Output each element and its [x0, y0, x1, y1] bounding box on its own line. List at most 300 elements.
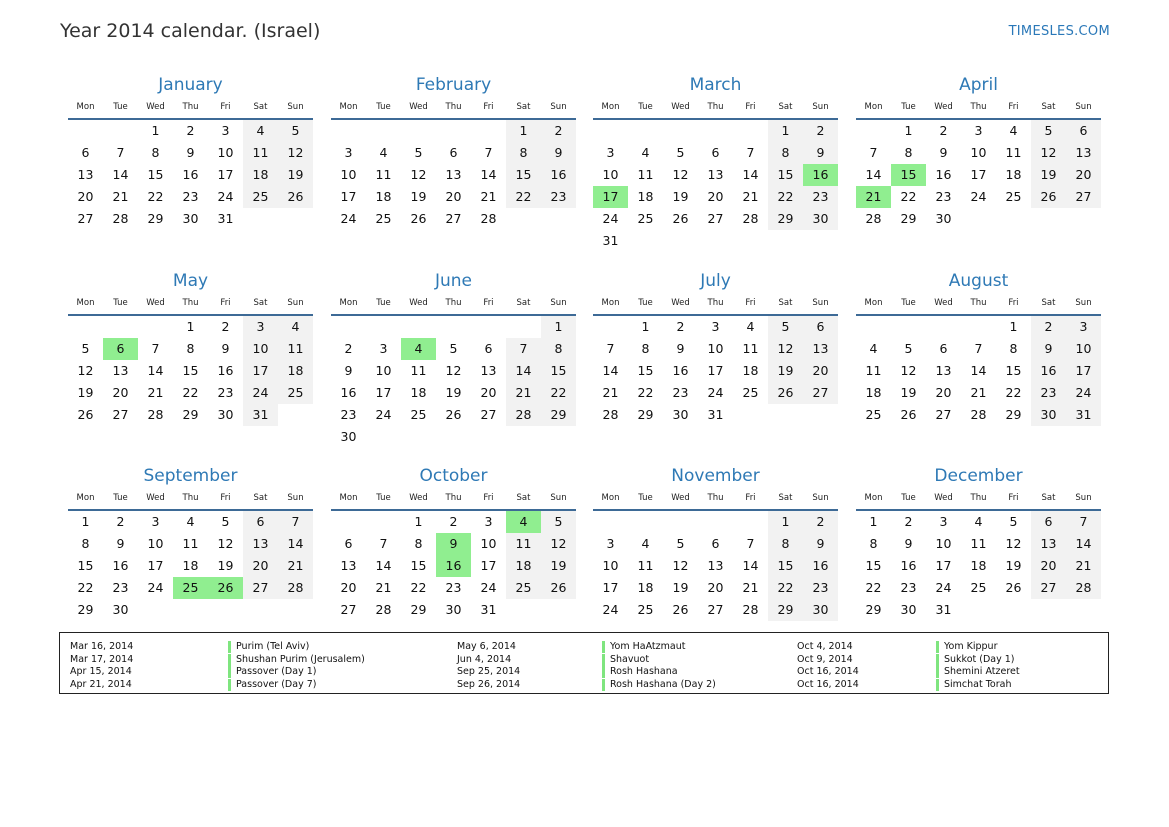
calendar-day: 1	[186, 319, 195, 334]
calendar-day: 3	[606, 145, 615, 160]
month-name: January	[158, 75, 223, 95]
weekday-label: Wed	[934, 102, 953, 112]
holiday-day: 6	[103, 338, 138, 360]
calendar-day: 21	[970, 385, 987, 400]
holiday-date: Apr 15, 2014	[70, 666, 132, 677]
calendar-day: 12	[410, 167, 427, 182]
calendar-day: 23	[340, 407, 357, 422]
calendar-day: 19	[672, 580, 689, 595]
weekday-label: Sat	[253, 298, 268, 308]
calendar-day: 27	[707, 211, 724, 226]
month-july	[593, 269, 838, 426]
calendar-day: 16	[112, 558, 129, 573]
empty-cell	[436, 120, 471, 142]
empty-cell	[471, 120, 506, 142]
weekday-label: Sun	[287, 493, 304, 503]
weekday-header	[68, 99, 313, 115]
calendar-day: 4	[746, 319, 755, 334]
calendar-day: 20	[480, 385, 497, 400]
calendar-day: 12	[672, 558, 689, 573]
calendar-day: 11	[637, 167, 654, 182]
month-name: February	[415, 75, 492, 95]
calendar-day: 17	[375, 385, 392, 400]
calendar-day: 21	[506, 382, 541, 404]
calendar-day: 18	[865, 385, 882, 400]
calendar-day: 22	[865, 580, 882, 595]
calendar-day: 20	[1031, 555, 1066, 577]
calendar-day: 8	[1009, 341, 1018, 356]
calendar-day: 5	[414, 145, 423, 160]
calendar-day: 4	[186, 514, 195, 529]
calendar-day: 22	[541, 382, 576, 404]
calendar-day: 28	[1066, 577, 1101, 599]
weekday-label: Fri	[220, 493, 231, 503]
day-grid	[856, 120, 1101, 230]
holiday-name: Shemini Atzeret	[936, 666, 1020, 678]
month-name: December	[934, 466, 1023, 486]
calendar-day: 22	[1005, 385, 1022, 400]
month-name: November	[671, 466, 760, 486]
holiday-date: Sep 25, 2014	[457, 666, 521, 677]
calendar-day: 11	[278, 338, 313, 360]
calendar-day: 23	[541, 186, 576, 208]
empty-cell	[891, 316, 926, 338]
calendar-day: 26	[768, 382, 803, 404]
calendar-day: 19	[410, 189, 427, 204]
holiday-day: 25	[173, 577, 208, 599]
calendar-day: 14	[375, 558, 392, 573]
calendar-day: 23	[217, 385, 234, 400]
weekday-label: Mon	[339, 493, 358, 503]
calendar-day: 30	[445, 602, 462, 617]
calendar-day: 2	[449, 514, 458, 529]
month-name: August	[948, 271, 1009, 291]
calendar-day: 28	[742, 211, 759, 226]
calendar-day: 10	[147, 536, 164, 551]
calendar-day: 8	[904, 145, 913, 160]
calendar-day: 17	[1066, 360, 1101, 382]
holiday-date: Jun 4, 2014	[457, 653, 512, 665]
weekday-label: Thu	[970, 298, 987, 308]
calendar-day: 25	[637, 602, 654, 617]
calendar-day: 25	[243, 186, 278, 208]
calendar-day: 31	[243, 404, 278, 426]
weekday-header	[331, 99, 576, 115]
empty-cell	[436, 316, 471, 338]
weekday-label: Fri	[745, 493, 756, 503]
calendar-day: 20	[707, 580, 724, 595]
calendar-day: 22	[506, 186, 541, 208]
calendar-day: 16	[1031, 360, 1066, 382]
weekday-label: Mon	[76, 102, 95, 112]
empty-cell	[331, 316, 366, 338]
calendar-day: 19	[768, 360, 803, 382]
weekday-label: Wed	[934, 298, 953, 308]
calendar-day: 23	[900, 580, 917, 595]
calendar-day: 1	[641, 319, 650, 334]
holiday-name: Yom HaAtzmaut	[602, 641, 685, 653]
calendar-day: 16	[803, 555, 838, 577]
calendar-day: 24	[602, 602, 619, 617]
calendar-day: 3	[151, 514, 160, 529]
calendar-day: 10	[375, 363, 392, 378]
empty-cell	[366, 511, 401, 533]
holiday-day: 16	[803, 164, 838, 186]
empty-cell	[733, 120, 768, 142]
calendar-day: 19	[1031, 164, 1066, 186]
calendar-day: 15	[865, 558, 882, 573]
weekday-header	[856, 99, 1101, 115]
calendar-day: 14	[602, 363, 619, 378]
calendar-day: 15	[410, 558, 427, 573]
calendar-day: 9	[803, 533, 838, 555]
empty-cell	[663, 120, 698, 142]
weekday-label: Thu	[445, 493, 462, 503]
weekday-label: Tue	[376, 102, 391, 112]
calendar-day: 24	[970, 189, 987, 204]
calendar-day: 26	[672, 602, 689, 617]
empty-cell	[506, 316, 541, 338]
calendar-day: 5	[221, 514, 230, 529]
calendar-day: 12	[1005, 536, 1022, 551]
calendar-day: 19	[541, 555, 576, 577]
month-name: April	[959, 75, 998, 95]
weekday-label: Sun	[812, 298, 829, 308]
weekday-label: Sat	[1041, 102, 1056, 112]
empty-cell	[593, 120, 628, 142]
weekday-label: Mon	[601, 493, 620, 503]
calendar-day: 16	[340, 385, 357, 400]
calendar-day: 23	[112, 580, 129, 595]
month-name: March	[689, 75, 742, 95]
calendar-day: 10	[480, 536, 497, 551]
calendar-day: 25	[410, 407, 427, 422]
holiday-date: Mar 17, 2014	[70, 653, 134, 665]
calendar-day: 29	[541, 404, 576, 426]
calendar-day: 11	[637, 558, 654, 573]
calendar-day: 25	[865, 407, 882, 422]
weekday-label: Tue	[638, 493, 653, 503]
calendar-day: 12	[1031, 142, 1066, 164]
calendar-day: 30	[340, 429, 357, 444]
weekday-label: Fri	[1008, 493, 1019, 503]
calendar-day: 10	[217, 145, 234, 160]
calendar-day: 18	[970, 558, 987, 573]
calendar-day: 11	[243, 142, 278, 164]
weekday-label: Thu	[707, 102, 724, 112]
calendar-day: 2	[541, 120, 576, 142]
calendar-day: 3	[221, 123, 230, 138]
calendar-day: 7	[606, 341, 615, 356]
calendar-day: 21	[375, 580, 392, 595]
calendar-day: 14	[742, 167, 759, 182]
weekday-label: Sat	[516, 298, 531, 308]
day-grid	[593, 511, 838, 621]
calendar-day: 6	[1031, 511, 1066, 533]
calendar-day: 6	[711, 145, 720, 160]
calendar-day: 14	[506, 360, 541, 382]
weekday-label: Thu	[182, 493, 199, 503]
calendar-day: 3	[606, 536, 615, 551]
calendar-day: 22	[900, 189, 917, 204]
calendar-day: 18	[742, 363, 759, 378]
calendar-day: 9	[344, 363, 353, 378]
calendar-day: 17	[707, 363, 724, 378]
calendar-day: 12	[541, 533, 576, 555]
day-grid	[331, 316, 576, 448]
empty-cell	[138, 316, 173, 338]
calendar-day: 5	[449, 341, 458, 356]
weekday-label: Mon	[864, 493, 883, 503]
weekday-label: Fri	[483, 493, 494, 503]
calendar-day: 15	[768, 164, 803, 186]
calendar-day: 3	[711, 319, 720, 334]
calendar-day: 1	[768, 511, 803, 533]
weekday-header	[68, 295, 313, 311]
calendar-day: 28	[375, 602, 392, 617]
month-october	[331, 464, 576, 621]
calendar-day: 7	[484, 145, 493, 160]
calendar-day: 28	[278, 577, 313, 599]
calendar-day: 28	[865, 211, 882, 226]
calendar-day: 19	[445, 385, 462, 400]
calendar-day: 3	[344, 145, 353, 160]
calendar-day: 14	[742, 558, 759, 573]
calendar-day: 1	[1009, 319, 1018, 334]
weekday-label: Sat	[1041, 493, 1056, 503]
calendar-day: 20	[803, 360, 838, 382]
calendar-day: 8	[768, 142, 803, 164]
calendar-day: 30	[935, 211, 952, 226]
holiday-day: 17	[593, 186, 628, 208]
empty-cell	[698, 120, 733, 142]
calendar-day: 3	[484, 514, 493, 529]
calendar-day: 30	[182, 211, 199, 226]
calendar-day: 20	[77, 189, 94, 204]
day-grid	[331, 511, 576, 621]
weekday-label: Thu	[970, 102, 987, 112]
calendar-day: 27	[935, 407, 952, 422]
calendar-day: 30	[672, 407, 689, 422]
empty-cell	[103, 316, 138, 338]
calendar-day: 22	[182, 385, 199, 400]
weekday-label: Wed	[409, 102, 428, 112]
calendar-day: 23	[182, 189, 199, 204]
calendar-day: 17	[340, 189, 357, 204]
weekday-label: Fri	[483, 298, 494, 308]
calendar-day: 18	[1005, 167, 1022, 182]
calendar-day: 9	[186, 145, 195, 160]
calendar-day: 15	[637, 363, 654, 378]
calendar-day: 24	[1066, 382, 1101, 404]
calendar-day: 6	[484, 341, 493, 356]
calendar-day: 27	[480, 407, 497, 422]
weekday-label: Tue	[901, 102, 916, 112]
calendar-day: 12	[445, 363, 462, 378]
calendar-day: 29	[77, 602, 94, 617]
calendar-day: 5	[541, 511, 576, 533]
calendar-day: 16	[217, 363, 234, 378]
calendar-day: 13	[112, 363, 129, 378]
day-grid	[68, 511, 313, 621]
calendar-day: 23	[803, 577, 838, 599]
calendar-day: 5	[278, 120, 313, 142]
calendar-day: 15	[541, 360, 576, 382]
calendar-day: 28	[506, 404, 541, 426]
calendar-day: 17	[602, 580, 619, 595]
calendar-day: 19	[1005, 558, 1022, 573]
calendar-day: 19	[672, 189, 689, 204]
empty-cell	[926, 316, 961, 338]
calendar-day: 17	[147, 558, 164, 573]
calendar-day: 19	[900, 385, 917, 400]
calendar-day: 9	[803, 142, 838, 164]
calendar-day: 29	[1005, 407, 1022, 422]
weekday-label: Wed	[671, 493, 690, 503]
day-grid	[68, 316, 313, 426]
calendar-day: 9	[221, 341, 230, 356]
calendar-day: 13	[707, 558, 724, 573]
calendar-day: 8	[541, 338, 576, 360]
calendar-day: 3	[243, 316, 278, 338]
empty-cell	[103, 120, 138, 142]
holiday-date: Oct 16, 2014	[797, 678, 859, 690]
holiday-day: 16	[436, 555, 471, 577]
calendar-day: 2	[221, 319, 230, 334]
month-name: September	[143, 466, 238, 486]
holiday-day: 4	[506, 511, 541, 533]
calendar-day: 26	[77, 407, 94, 422]
month-december	[856, 464, 1101, 621]
calendar-day: 7	[116, 145, 125, 160]
calendar-day: 30	[803, 599, 838, 621]
calendar-day: 7	[869, 145, 878, 160]
empty-cell	[401, 120, 436, 142]
day-grid	[856, 511, 1101, 621]
calendar-day: 26	[1005, 580, 1022, 595]
site-link[interactable]: TIMESLES.COM	[1008, 24, 1110, 39]
calendar-day: 15	[182, 363, 199, 378]
calendar-day: 8	[869, 536, 878, 551]
calendar-day: 3	[939, 514, 948, 529]
holiday-name: Rosh Hashana (Day 2)	[602, 679, 716, 691]
calendar-day: 13	[935, 363, 952, 378]
calendar-day: 2	[803, 120, 838, 142]
calendar-day: 4	[869, 341, 878, 356]
empty-cell	[628, 120, 663, 142]
calendar-day: 6	[1066, 120, 1101, 142]
weekday-header	[68, 490, 313, 506]
weekday-label: Sat	[516, 493, 531, 503]
calendar-day: 25	[375, 211, 392, 226]
weekday-label: Thu	[970, 493, 987, 503]
empty-cell	[593, 316, 628, 338]
month-name: May	[172, 271, 209, 291]
calendar-day: 20	[707, 189, 724, 204]
calendar-day: 11	[375, 167, 392, 182]
calendar-day: 12	[672, 167, 689, 182]
calendar-day: 9	[541, 142, 576, 164]
calendar-day: 26	[900, 407, 917, 422]
weekday-label: Thu	[182, 102, 199, 112]
weekday-header	[593, 99, 838, 115]
calendar-day: 9	[1031, 338, 1066, 360]
calendar-day: 10	[602, 167, 619, 182]
calendar-day: 11	[865, 363, 882, 378]
weekday-label: Fri	[745, 102, 756, 112]
calendar-day: 9	[904, 536, 913, 551]
weekday-label: Tue	[376, 493, 391, 503]
calendar-day: 6	[711, 536, 720, 551]
calendar-day: 17	[935, 558, 952, 573]
weekday-label: Sat	[778, 493, 793, 503]
calendar-day: 4	[243, 120, 278, 142]
calendar-day: 23	[1031, 382, 1066, 404]
calendar-day: 18	[637, 189, 654, 204]
calendar-day: 3	[1066, 316, 1101, 338]
weekday-label: Sun	[287, 102, 304, 112]
calendar-day: 11	[506, 533, 541, 555]
weekday-label: Tue	[901, 493, 916, 503]
empty-cell	[401, 316, 436, 338]
calendar-day: 4	[1009, 123, 1018, 138]
empty-cell	[663, 511, 698, 533]
calendar-day: 8	[506, 142, 541, 164]
weekday-label: Fri	[220, 298, 231, 308]
holiday-day: 15	[891, 164, 926, 186]
weekday-label: Tue	[113, 298, 128, 308]
calendar-day: 7	[974, 341, 983, 356]
weekday-label: Wed	[409, 493, 428, 503]
empty-cell	[628, 511, 663, 533]
calendar-day: 27	[803, 382, 838, 404]
holiday-legend	[59, 632, 1109, 694]
calendar-day: 30	[803, 208, 838, 230]
calendar-day: 16	[672, 363, 689, 378]
calendar-day: 4	[641, 145, 650, 160]
calendar-day: 24	[217, 189, 234, 204]
calendar-day: 13	[1031, 533, 1066, 555]
calendar-day: 22	[768, 186, 803, 208]
calendar-day: 12	[278, 142, 313, 164]
calendar-day: 1	[768, 120, 803, 142]
calendar-day: 19	[77, 385, 94, 400]
calendar-day: 1	[414, 514, 423, 529]
calendar-day: 17	[217, 167, 234, 182]
weekday-label: Mon	[601, 298, 620, 308]
holiday-date: Apr 21, 2014	[70, 678, 132, 690]
calendar-day: 20	[445, 189, 462, 204]
calendar-day: 10	[970, 145, 987, 160]
calendar-day: 17	[970, 167, 987, 182]
calendar-day: 2	[803, 511, 838, 533]
weekday-label: Sun	[812, 493, 829, 503]
month-january	[68, 73, 313, 230]
calendar-day: 24	[375, 407, 392, 422]
calendar-day: 21	[112, 189, 129, 204]
calendar-day: 7	[746, 536, 755, 551]
holiday-date: May 6, 2014	[457, 641, 516, 652]
weekday-label: Wed	[146, 493, 165, 503]
holiday-name: Passover (Day 1)	[228, 666, 316, 678]
calendar-day: 2	[904, 514, 913, 529]
holiday-day: 9	[436, 533, 471, 555]
calendar-day: 12	[768, 338, 803, 360]
weekday-label: Sat	[778, 298, 793, 308]
calendar-day: 25	[506, 577, 541, 599]
calendar-day: 14	[480, 167, 497, 182]
holiday-date: Oct 16, 2014	[797, 666, 859, 677]
